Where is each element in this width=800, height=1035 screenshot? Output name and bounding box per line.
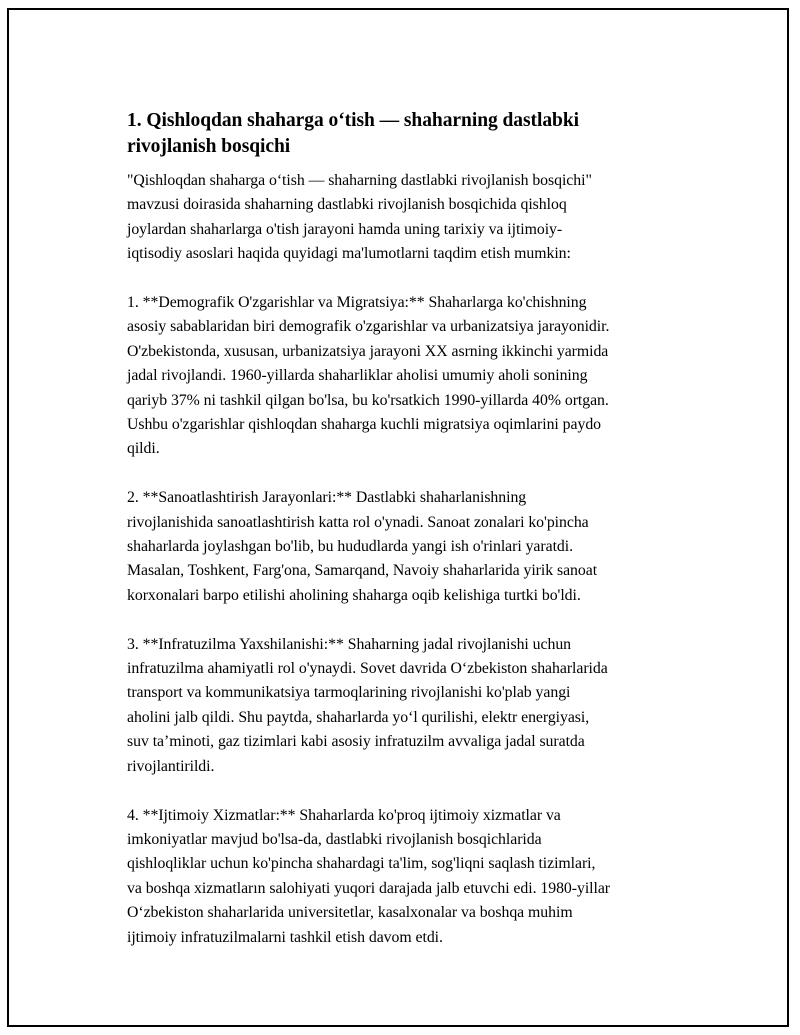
text-line: joylardan shaharlarga o'tish jarayoni hamda uning tarixiy va ijtimoiy- xyxy=(127,220,563,238)
title-line: 1. Qishloqdan shaharga o‘tish — shaharning dastlabki xyxy=(127,110,580,131)
text-line: shaharlarda joylashgan bo'lib, bu hududlarda yangi ish o'rinlari yaratdi. xyxy=(127,538,573,556)
text-line: qariyb 37% ni tashkil qilgan bo'lsa, bu ko'rsatkich 1990-yillarda 40% ortgan. xyxy=(127,391,609,409)
text-line: 4. **Ijtimoiy Xizmatlar:** Shaharlarda ko'proq ijtimoiy xizmatlar va xyxy=(127,806,561,824)
section-ijtimoiy-xizmatlar xyxy=(127,804,697,950)
text-line: O'zbekistonda, xususan, urbanizatsiya jarayoni XX asrning ikkinchi yarmida xyxy=(127,342,609,360)
text-line: rivojlanishida sanoatlashtirish katta rol o'ynadi. Sanoat zonalari ko'pincha xyxy=(127,513,589,531)
text-line: suv ta’minoti, gaz tizimlari kabi asosiy infratuzilm avvaliga jadal suratda xyxy=(127,733,585,751)
document-body xyxy=(127,108,697,950)
text-line: "Qishloqdan shaharga o‘tish — shaharning dastlabki rivojlanish bosqichi" xyxy=(127,172,592,189)
text-line: asosiy sabablaridan biri demografik o'zgarishlar va urbanizatsiya jarayonidir. xyxy=(127,318,610,336)
text-line: imkoniyatlar mavjud bo'lsa-da, dastlabki rivojlanish bosqichlarida xyxy=(127,830,542,848)
section-infratuzilma xyxy=(127,633,697,779)
text-line: Ushbu o'zgarishlar qishloqdan shaharga kuchli migratsiya oqimlarini paydo xyxy=(127,416,602,434)
text-line: transport va kommunikatsiya tarmoqlarining rivojlanishi ko'plab yangi xyxy=(127,684,571,702)
title-line: rivojlanish bosqichi xyxy=(127,136,291,157)
text-line: va boshqa xizmatların salohiyati yuqori darajada jalb etuvchi edi. 1980-yillar xyxy=(127,879,611,897)
text-line: rivojlantirildi. xyxy=(127,757,215,775)
text-line: 1. **Demografik O'zgarishlar va Migratsiya:** Shaharlarga ko'chishning xyxy=(127,294,587,312)
text-line: jadal rivojlandi. 1960-yillarda shaharliklar aholisi umumiy aholi sonining xyxy=(127,367,588,385)
page-frame xyxy=(7,8,789,1027)
text-line: 3. **Infratuzilma Yaxshilanishi:** Shaharning jadal rivojlanishi uchun xyxy=(127,635,572,653)
text-line: 2. **Sanoatlashtirish Jarayonlari:** Dastlabki shaharlanishning xyxy=(127,489,527,507)
text-line: mavzusi doirasida shaharning dastlabki rivojlanish bosqichida qishloq xyxy=(127,196,567,214)
intro-paragraph xyxy=(127,169,697,267)
text-line: qildi. xyxy=(127,440,160,458)
text-line: qishloqliklar uchun ko'pincha shahardagi ta'lim, sog'liqni saqlash tizimlari, xyxy=(127,855,596,873)
text-line: iqtisodiy asoslari haqida quyidagi ma'lumotlarni taqdim etish mumkin: xyxy=(127,245,571,263)
text-line: aholini jalb qildi. Shu paytda, shaharlarda yo‘l qurilishi, elektr energiyasi, xyxy=(127,708,590,726)
section-demografik xyxy=(127,291,697,462)
text-line: O‘zbekiston shaharlarida universitetlar, kasalxonalar va boshqa muhim xyxy=(127,904,573,922)
document-title xyxy=(127,108,697,160)
section-sanoatlashtirish xyxy=(127,486,697,608)
text-line: korxonalari barpo etilishi aholining shaharga oqib kelishiga turtki bo'ldi. xyxy=(127,586,581,604)
text-line: infratuzilma ahamiyatli rol o'ynaydi. Sovet davrida O‘zbekiston shaharlarida xyxy=(127,660,608,678)
text-line: Masalan, Toshkent, Farg'ona, Samarqand, Navoiy shaharlarida yirik sanoat xyxy=(127,562,598,580)
text-line: ijtimoiy infratuzilmalarni tashkil etish davom etdi. xyxy=(127,928,443,946)
